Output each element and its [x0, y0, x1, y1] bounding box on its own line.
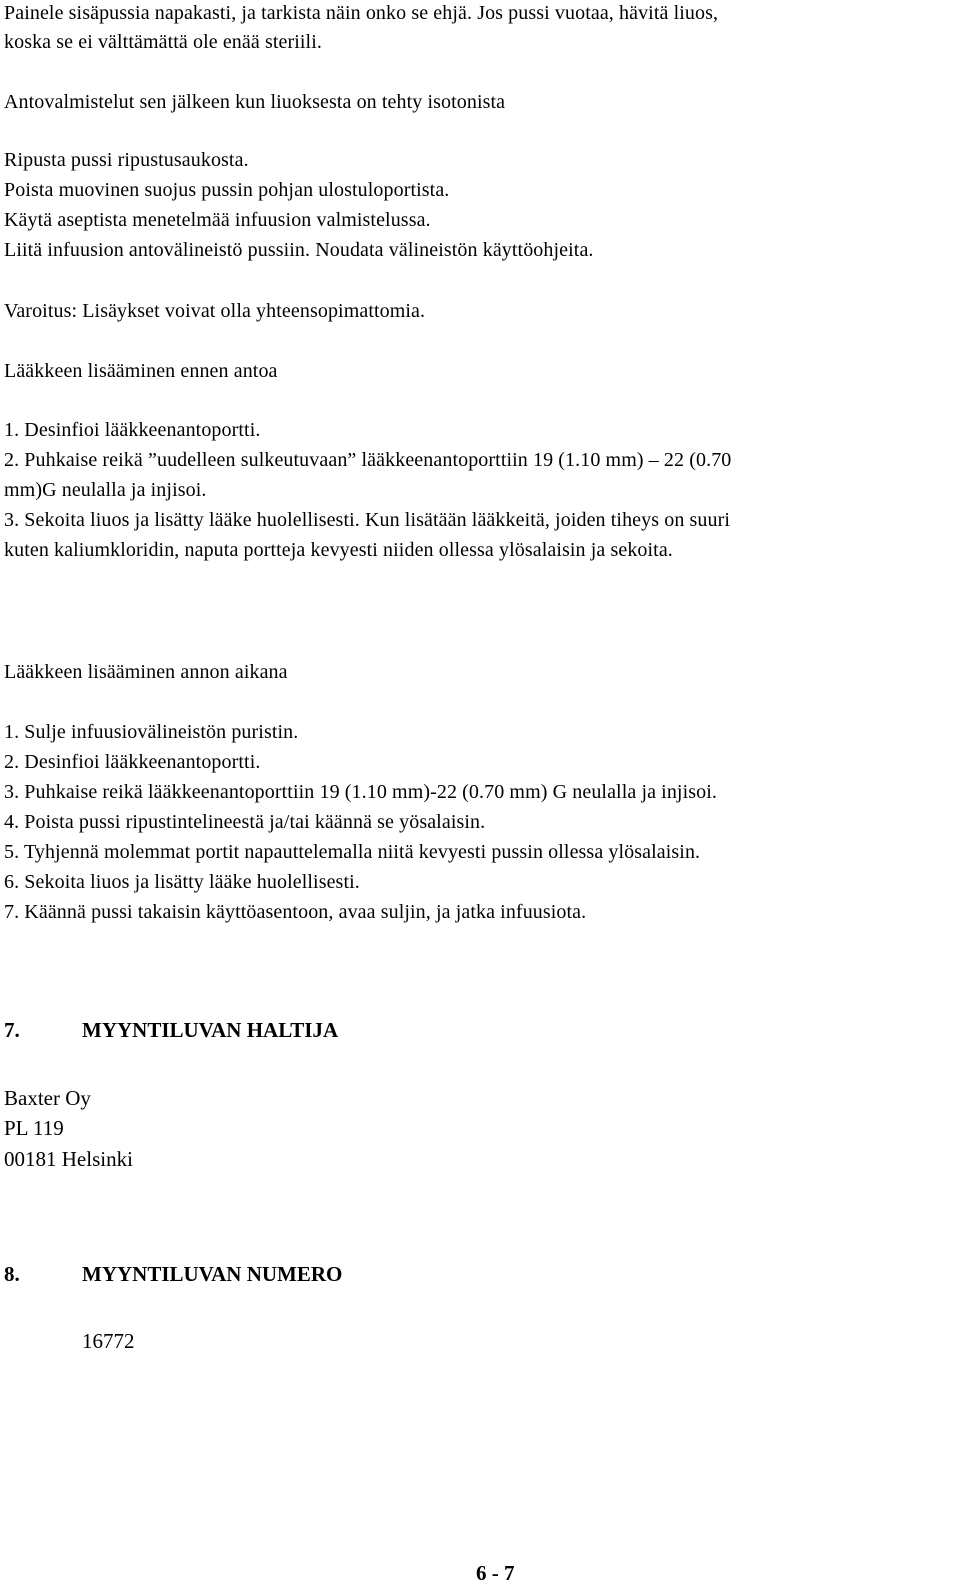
before-title: Lääkkeen lisääminen ennen antoa — [4, 360, 278, 382]
during-step-4: 4. Poista pussi ripustintelineestä ja/tai käännä se yösalaisin. — [4, 811, 486, 833]
section-7-heading — [4, 1017, 338, 1043]
section-8-heading — [4, 1261, 342, 1287]
intro-line-1: Painele sisäpussia napakasti, ja tarkista näin onko se ehjä. Jos pussi vuotaa, hävitä liuos, — [4, 2, 719, 24]
during-step-5: 5. Tyhjennä molemmat portit napauttelemalla niitä kevyesti pussin ollessa ylösalaisin. — [4, 841, 701, 863]
prep-step-4: Liitä infuusion antovälineistö pussiin. Noudata välineistön käyttöohjeita. — [4, 239, 594, 261]
section-8-number: 8. — [4, 1262, 20, 1286]
before-line-3: mm)G neulalla ja injisoi. — [4, 479, 207, 501]
during-step-1: 1. Sulje infuusiovälineistön puristin. — [4, 721, 299, 743]
section-7-number: 7. — [4, 1018, 20, 1042]
during-title: Lääkkeen lisääminen annon aikana — [4, 661, 288, 683]
section-8-title: MYYNTILUVAN NUMERO — [82, 1262, 343, 1286]
section-7-title: MYYNTILUVAN HALTIJA — [82, 1018, 339, 1042]
during-step-3: 3. Puhkaise reikä lääkkeenantoporttiin 19 (1.10 mm)-22 (0.70 mm) G neulalla ja injisoi. — [4, 781, 717, 803]
before-line-4: 3. Sekoita liuos ja lisätty lääke huolellisesti. Kun lisätään lääkkeitä, joiden tiheys on suuri — [4, 509, 731, 531]
marketing-authorisation-number: 16772 — [82, 1329, 135, 1353]
holder-postal-city: 00181 Helsinki — [4, 1147, 133, 1171]
during-step-7: 7. Käännä pussi takaisin käyttöasentoon, avaa suljin, ja jatka infuusiota. — [4, 901, 587, 923]
during-step-6: 6. Sekoita liuos ja lisätty lääke huolellisesti. — [4, 871, 360, 893]
holder-name: Baxter Oy — [4, 1086, 91, 1110]
prep-step-1: Ripusta pussi ripustusaukosta. — [4, 149, 249, 171]
before-line-2: 2. Puhkaise reikä ”uudelleen sulkeutuvaan” lääkkeenantoporttiin 19 (1.10 mm) – 22 (0.70 — [4, 449, 732, 471]
prep-step-2: Poista muovinen suojus pussin pohjan ulostuloportista. — [4, 179, 450, 201]
page-number: 6 - 7 — [476, 1561, 515, 1585]
warning-text: Varoitus: Lisäykset voivat olla yhteensopimattomia. — [4, 300, 426, 322]
before-line-1: 1. Desinfioi lääkkeenantoportti. — [4, 419, 261, 441]
during-step-2: 2. Desinfioi lääkkeenantoportti. — [4, 751, 261, 773]
holder-po-box: PL 119 — [4, 1116, 64, 1140]
intro-line-2: koska se ei välttämättä ole enää steriili. — [4, 31, 322, 53]
prep-step-3: Käytä aseptista menetelmää infuusion valmistelussa. — [4, 209, 431, 231]
prep-title: Antovalmistelut sen jälkeen kun liuoksesta on tehty isotonista — [4, 91, 506, 113]
before-line-5: kuten kaliumkloridin, naputa portteja kevyesti niiden ollessa ylösalaisin ja sekoita. — [4, 539, 673, 561]
